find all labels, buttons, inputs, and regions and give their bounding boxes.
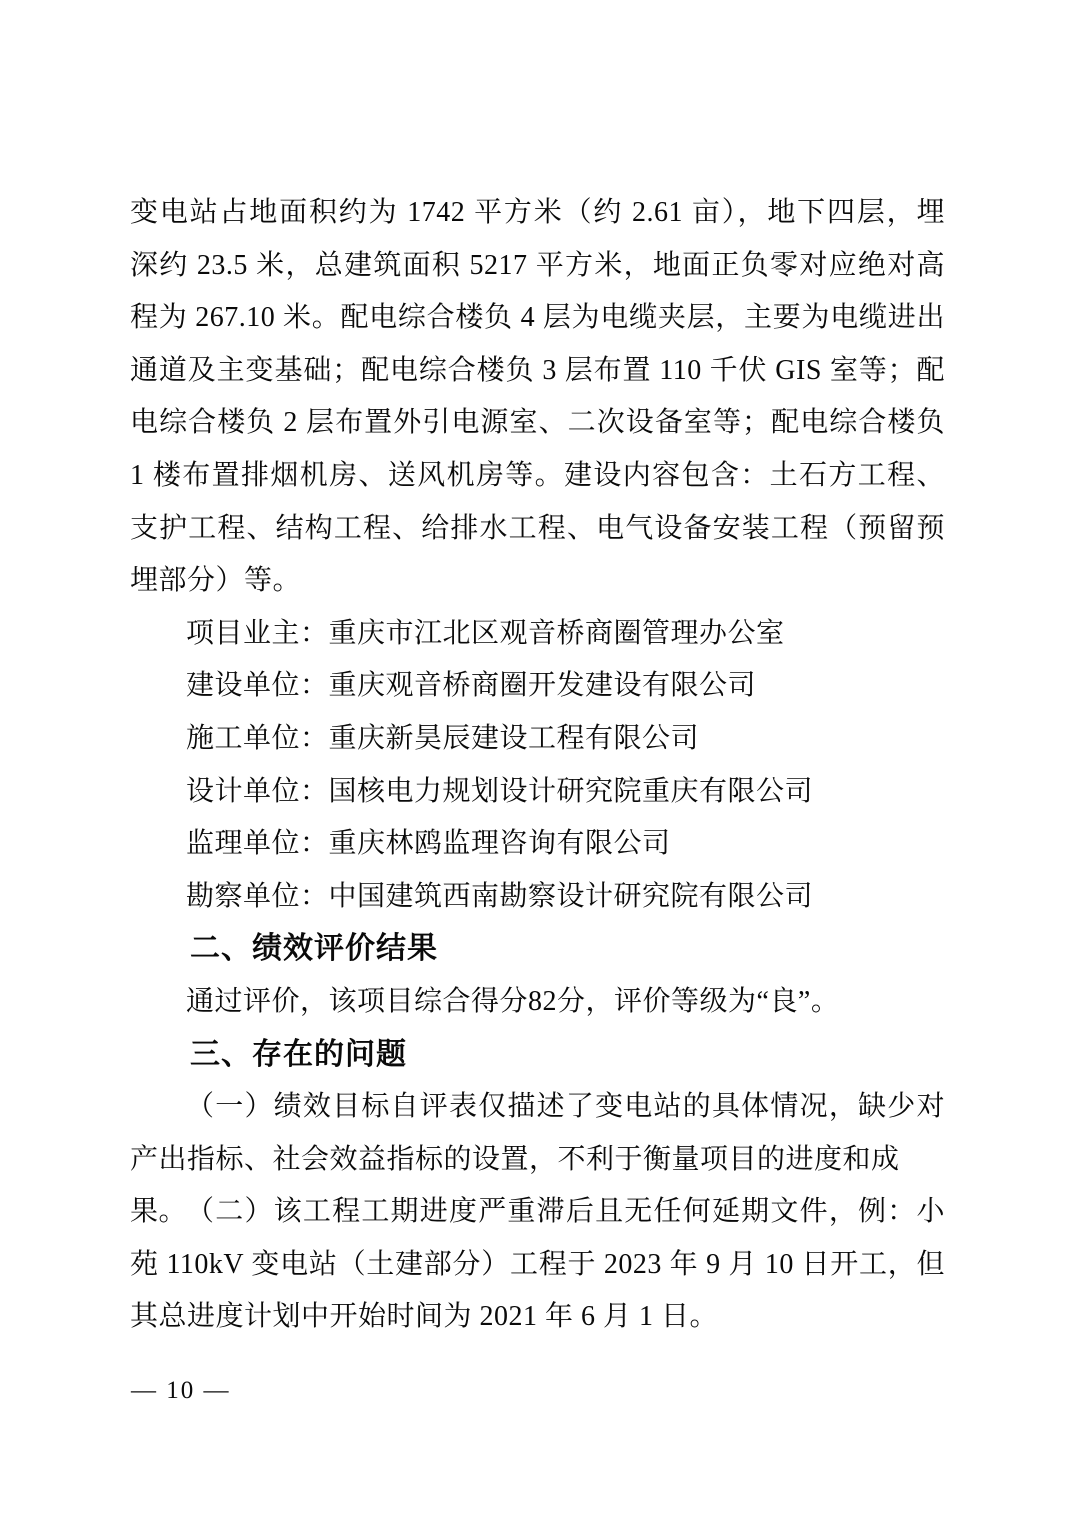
text-line: 深约 23.5 米，总建筑面积 5217 平方米，地面正负零对应绝对高 (130, 249, 945, 281)
text-line: 埋部分）等。 (130, 565, 302, 597)
paragraph (130, 1186, 945, 1344)
page-footer (131, 1371, 231, 1411)
document-body (130, 187, 945, 1344)
text-line: （二）该工程工期进度严重滞后且无任何延期文件，例：小 (186, 1196, 945, 1228)
section-heading (130, 1029, 945, 1082)
text-line: 程为 267.10 米。配电综合楼负 4 层为电缆夹层，主要为电缆进出 (130, 302, 945, 334)
text-line: 支护工程、结构工程、给排水工程、电气设备安装工程（预留预 (130, 512, 945, 544)
text-line: 监理单位：重庆林鸥监理咨询有限公司 (186, 828, 671, 860)
text-line: 项目业主：重庆市江北区观音桥商圈管理办公室 (186, 617, 785, 649)
paragraph (130, 976, 945, 1029)
paragraph (130, 713, 945, 766)
text-line: 产出指标、社会效益指标的设置，不利于衡量项目的进度和成果。 (130, 1143, 900, 1228)
paragraph (130, 608, 945, 661)
paragraph (130, 871, 945, 924)
text-line: 电综合楼负 2 层布置外引电源室、二次设备室等；配电综合楼负 (130, 407, 945, 439)
paragraph (130, 818, 945, 871)
text-line: 二、绩效评价结果 (190, 932, 438, 966)
text-line: （一）绩效目标自评表仅描述了变电站的具体情况，缺少对 (186, 1091, 945, 1123)
text-line: 施工单位：重庆新昊辰建设工程有限公司 (186, 722, 700, 754)
paragraph (130, 187, 945, 608)
text-line: 变电站占地面积约为 1742 平方米（约 2.61 亩），地下四层，埋 (130, 197, 945, 228)
text-line: 通过评价，该项目综合得分82分，评价等级为“良”。 (186, 985, 840, 1017)
text-line: 三、存在的问题 (190, 1037, 407, 1071)
paragraph (130, 660, 945, 713)
page-number: — 10 — (131, 1377, 231, 1404)
paragraph (130, 766, 945, 819)
text-line: 1 楼布置排烟机房、送风机房等。建设内容包含：土石方工程、 (130, 459, 945, 491)
text-line: 其总进度计划中开始时间为 2021 年 6 月 1 日。 (130, 1301, 719, 1333)
section-heading (130, 923, 945, 976)
text-line: 勘察单位：中国建筑西南勘察设计研究院有限公司 (186, 880, 814, 912)
text-line: 苑 110kV 变电站（土建部分）工程于 2023 年 9 月 10 日开工，但 (130, 1248, 945, 1280)
text-line: 通道及主变基础；配电综合楼负 3 层布置 110 千伏 GIS 室等；配 (130, 354, 945, 386)
text-line: 建设单位：重庆观音桥商圈开发建设有限公司 (186, 670, 757, 702)
text-line: 设计单位：国核电力规划设计研究院重庆有限公司 (186, 775, 814, 807)
